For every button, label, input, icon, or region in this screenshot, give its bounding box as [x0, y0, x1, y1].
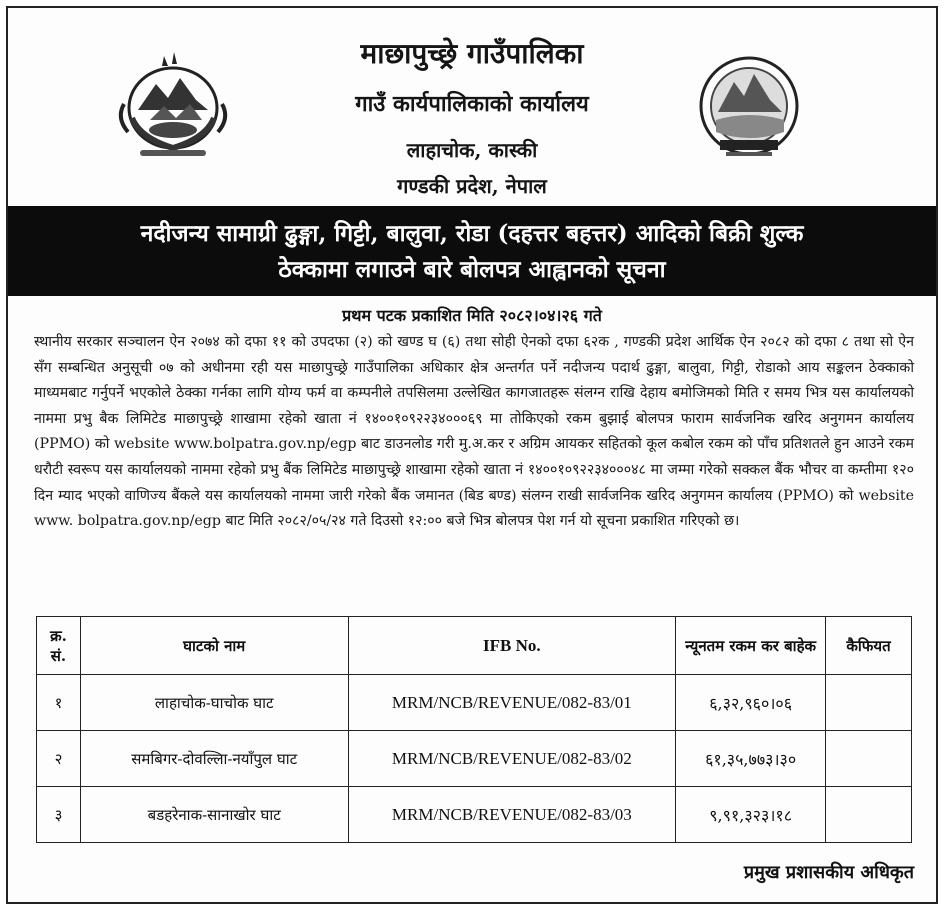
notice-header: [8, 8, 936, 204]
municipality-logo-icon: [696, 52, 802, 164]
publication-date: प्रथम पटक प्रकाशित मिति २०८२।०४।२६ गते: [342, 306, 602, 325]
min-amount-cell: ६१,३५,७७३।३०: [676, 731, 826, 787]
table-header-row: [37, 617, 912, 675]
ghat-name-cell: समबिगर-दोवल्लिा-नयाँपुल घाट: [80, 731, 348, 787]
office-location: लाहाचोक, कास्की: [406, 138, 538, 162]
ghat-name-cell: लाहाचोक-घाचोक घाट: [80, 675, 348, 731]
notice-body: स्थानीय सरकार सञ्चालन ऐन २०७४ को दफा ११ को उपदफा (२) को खण्ड घ (६) तथा सोही ऐनको दफा ६२क , गण्डकी प्रदेश आर्थिक ऐन २०८२ को दफा ८ तथा सो ऐन सँग सम्बन्धित अनुसूची ०७ को अधीनमा रही यस माछापुच्छ्रे गाउँपालिका अधिकार क्षेत्र अन्तर्गत पर्ने नदीजन्य पदार्थ ढुङ्गा, बालुवा, गिट्टी, रोडाको आय सङ्कलन ठेक्काको माध्यमबाट गर्नुपर्ने भएकोले ठेक्का गर्नका लागि योग्य फर्म वा कम्पनीले तपसिलमा उल्लेखित कागजातहरू संलग्न राखि देहाय बमोजिमको मिति र समय भित्र यस कार्यालयको नाममा प्रभु बैक लिमिटेड माछापुच्छ्रे शाखामा रहेको खाता नं १४००१०९२२३४०००६९ मा तोकिएको रकम बुझाई बोलपत्र फाराम सार्वजनिक खरिद अनुगमन कार्यालय (PPMO) को website www.bolpatra.gov.np/egp बाट डाउनलोड गरी मु.अ.कर र अग्रिम आयकर सहितको कूल कबोल रकम को पाँच प्रतिशतले हुन आउने रकम धरौटी स्वरूप यस कार्यालयको नाममा रहेको प्रभु बैंक लिमिटेड माछापुच्छ्रे शाखामा रहेको खाता नं १४००१०९२२३४०००४८ मा जम्मा गरेको सक्कल बैंक भौचर वा कम्तीमा १२० दिन म्याद भएको वाणिज्य बैंकले यस कार्यालयको नाममा जारी गरेको बैंक जमानत (बिड बण्ड) संलग्न राखी सार्वजनिक खरिद अनुगमन कार्यालय (PPMO) को website www. bolpatra.gov.np/egp बाट मिति २०८२/०५/२४ गते दिउसो १२:०० बजे भित्र बोलपत्र पेश गर्न यो सूचना प्रकाशित गरिएको छ।: [34, 334, 914, 530]
min-amount-cell: ९,९१,३२३।१८: [676, 787, 826, 843]
remarks-cell: [826, 787, 912, 843]
notice-title-banner: [8, 206, 936, 296]
banner-line-2: ठेक्कामा लगाउने बारे बोलपत्र आह्वानको सूचना: [278, 256, 666, 283]
table-row: [37, 675, 912, 731]
serial-cell: २: [37, 731, 81, 787]
table-row: [37, 787, 912, 843]
province-country: गण्डकी प्रदेश, नेपाल: [397, 174, 547, 198]
serial-cell: ३: [37, 787, 81, 843]
col-serial-header: क्र. सं.: [37, 617, 81, 675]
remarks-cell: [826, 675, 912, 731]
remarks-cell: [826, 731, 912, 787]
col-ifb-header: IFB No.: [348, 617, 676, 675]
col-min-amount-header: न्यूनतम रकम कर बाहेक: [676, 617, 826, 675]
office-name: गाउँ कार्यपालिकाको कार्यालय: [355, 91, 589, 117]
ifb-cell: MRM/NCB/REVENUE/082-83/01: [348, 675, 676, 731]
notice-frame: [6, 6, 938, 904]
col-ghat-name-header: घाटको नाम: [80, 617, 348, 675]
ghat-name-cell: बडहरेनाक-सानाखोर घाट: [80, 787, 348, 843]
signatory-title: प्रमुख प्रशासकीय अधिकृत: [743, 862, 914, 883]
table-row: [37, 731, 912, 787]
min-amount-cell: ६,३२,९६०।०६: [676, 675, 826, 731]
ifb-cell: MRM/NCB/REVENUE/082-83/02: [348, 731, 676, 787]
serial-cell: १: [37, 675, 81, 731]
ghat-table: [36, 616, 912, 843]
banner-line-1: नदीजन्य सामाग्री ढुङ्गा, गिट्टी, बालुवा, रोडा (दहत्तर बहत्तर) आदिको बिक्री शुल्क: [140, 220, 804, 247]
municipality-name: माछापुच्छ्रे गाउँपालिका: [360, 37, 584, 70]
ifb-cell: MRM/NCB/REVENUE/082-83/03: [348, 787, 676, 843]
col-remarks-header: कैफियत: [826, 617, 912, 675]
